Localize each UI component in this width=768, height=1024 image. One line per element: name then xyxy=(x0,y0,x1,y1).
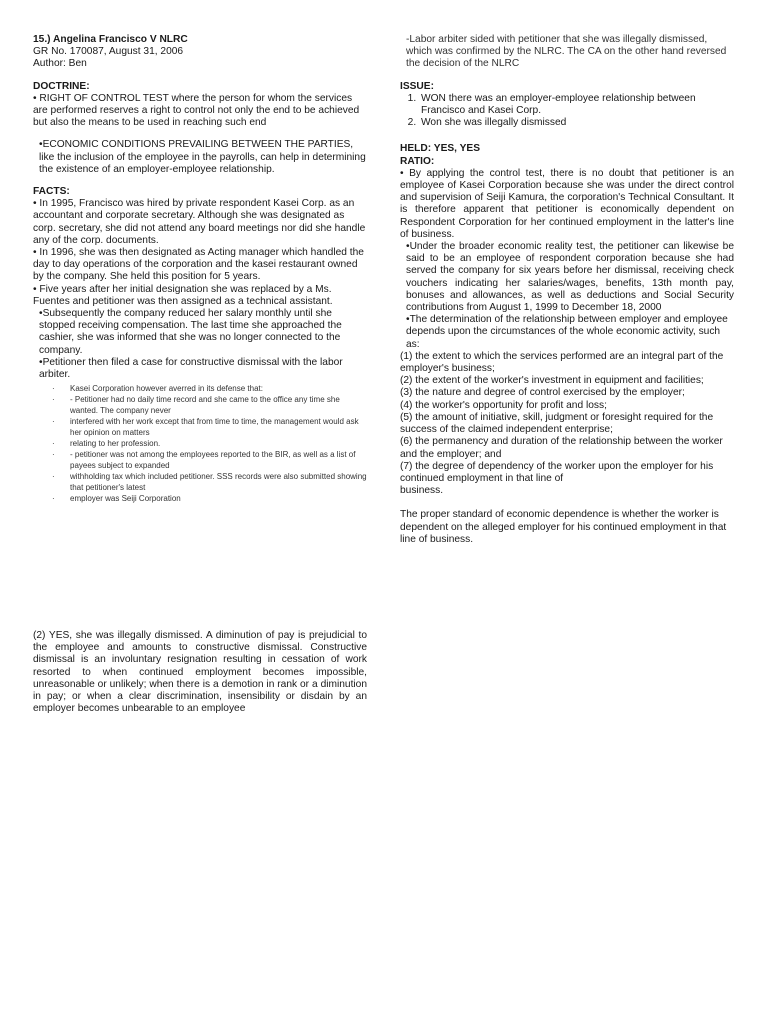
facts-paragraph: • In 1996, she was then designated as Acting manager which handled the day to day operations of the corporation and the kasei restaurant owned by the company. She held this position for 5 years. xyxy=(33,247,364,283)
held-heading: HELD: YES, YES xyxy=(400,143,481,155)
factor-item: (2) the extent of the worker's investment in equipment and facilities; xyxy=(400,375,704,387)
labor-arbiter-note: -Labor arbiter sided with petitioner that she was illegally dismissed, which was confirmed by the NLRC. The CA on the other hand reversed the decision of the NLRC xyxy=(406,34,727,70)
list-item: 2. Won she was illegally dismissed xyxy=(419,117,734,129)
ratio-paragraph: •Under the broader economic reality test, the petitioner can likewise be said to be an employee of respondent corporation because she had served the company for six years before her dismissal, receiving check vouchers indicating her salaries/wages, benefits, 13th month pay, bonuses and allowances, as well as deductions and Social Security contributions from August 1, 1999 to December 18, 2000 xyxy=(406,241,734,314)
gr-number: GR No. 170087, August 31, 2006 xyxy=(33,46,184,58)
ratio-paragraph: • By applying the control test, there is no doubt that petitioner is an employee of Kasei Corporation because she was under the direct control and supervision of Seiji Kamura, the corporation's Technical Consultant. It is therefore apparent that petitioner is economically dependent on Respondent Corporation for her continued employment in the latter's line of business. xyxy=(400,167,734,240)
defense-list xyxy=(33,383,367,504)
ratio-heading: RATIO: xyxy=(400,155,435,167)
doctrine-paragraph-2: •ECONOMIC CONDITIONS PREVAILING BETWEEN THE PARTIES, like the inclusion of the employee in the payrolls, can help in determining the existence of an employer-employee relationship. xyxy=(39,139,366,175)
list-item: 1. WON there was an employer-employee relationship between Francisco and Kasei Corp. xyxy=(419,93,734,117)
doctrine-heading: DOCTRINE: xyxy=(33,80,90,92)
factor-item: (3) the nature and degree of control exercised by the employer; xyxy=(400,387,685,399)
doctrine-paragraph-1: • RIGHT OF CONTROL TEST where the person for whom the services are performed reserves a right to control not only the end to be achieved but also the means to be used in reaching such end xyxy=(33,92,360,129)
facts-heading: FACTS: xyxy=(33,186,70,198)
right-column xyxy=(400,34,734,546)
facts-paragraph: • In 1995, Francisco was hired by private respondent Kasei Corp. as an accountant and corporate secretary. Although she was designated as corp. secretary, she did not attend any board meetings nor did she handle any of the corp. documents. xyxy=(33,198,366,246)
list-item: · interfered with her work except that from time to time, the management would ask her opinion on matters xyxy=(33,416,367,438)
factor-item: (4) the worker's opportunity for profit and loss; xyxy=(400,399,607,411)
facts-paragraph: • Five years after her initial designation she was replaced by a Ms. Fuentes and petitioner was then assigned as a technical assistant. xyxy=(33,283,333,307)
ratio-paragraph: •The determination of the relationship between employer and employee depends upon the circumstances of the whole economic activity, such as: xyxy=(406,314,728,350)
list-item: · - Petitioner had no daily time record and she came to the office any time she wanted. The company never xyxy=(33,394,367,416)
author-line: Author: Ben xyxy=(33,58,87,70)
economic-dependence-standard: The proper standard of economic dependence is whether the worker is dependent on the alleged employer for his continued employment in that line of business. xyxy=(400,509,727,545)
list-item: · - petitioner was not among the employees reported to the BIR, as well as a list of payees subject to expanded xyxy=(33,449,367,471)
factor-item: (1) the extent to which the services performed are an integral part of the employer's business; xyxy=(400,350,724,375)
factor-item-continued: business. xyxy=(400,485,444,497)
factor-item: (7) the degree of dependency of the worker upon the employer for his continued employment in that line of xyxy=(400,460,714,484)
factor-item: (6) the permanency and duration of the relationship between the worker and the employer; and xyxy=(400,436,723,460)
left-column xyxy=(33,34,367,504)
issue-list xyxy=(400,93,734,130)
list-item: · employer was Seiji Corporation xyxy=(33,493,367,504)
list-item: · relating to her profession. xyxy=(33,438,367,449)
facts-paragraph: •Petitioner then filed a case for constructive dismissal with the labor arbiter. xyxy=(39,356,343,381)
list-item: · withholding tax which included petitioner. SSS records were also submitted showing that petitioner's latest xyxy=(33,471,367,493)
case-title: 15.) Angelina Francisco V NLRC xyxy=(33,34,188,45)
held-illegal-dismissal: (2) YES, she was illegally dismissed. A diminution of pay is prejudicial to the employee and amounts to constructive dismissal. Constructive dismissal is an involuntary resignation resulting in cessation of work resorted to when continued employment becomes impossible, unreasonable or unlikely; when there is a demotion in rank or a diminution in pay; or when a clear discrimination, insensibility or disdain by an employer becomes unbearable to an employee xyxy=(33,630,367,715)
issue-heading: ISSUE: xyxy=(400,80,434,92)
factor-item: (5) the amount of initiative, skill, judgment or foresight required for the success of the claimed independent enterprise; xyxy=(400,411,714,436)
facts-paragraph: •Subsequently the company reduced her salary monthly until she stopped receiving compensation. The last time she approached the cashier, she was informed that she was no longer connected to the company. xyxy=(39,308,342,356)
list-item: · Kasei Corporation however averred in its defense that: xyxy=(33,383,367,394)
